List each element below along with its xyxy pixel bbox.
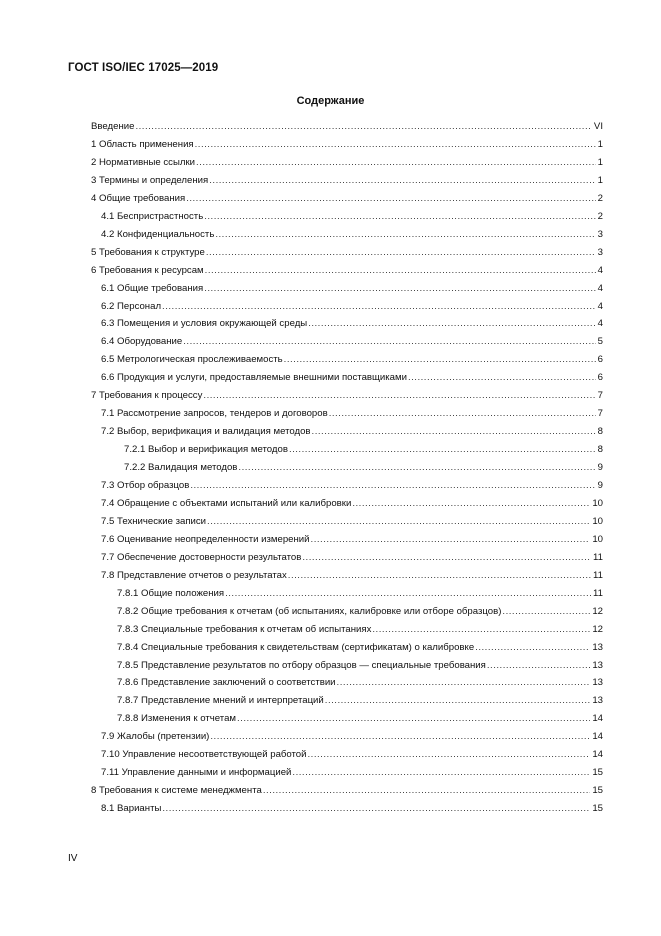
toc-entry[interactable] (0, 797, 603, 815)
toc-entry-page: 14 (592, 713, 603, 725)
toc-entry[interactable] (0, 330, 603, 348)
toc-entry-page: 8 (597, 444, 603, 456)
toc-entry-page: 10 (592, 515, 603, 527)
toc-entry-page: 2 (597, 192, 603, 204)
toc-entry[interactable] (0, 725, 603, 743)
dot-leader (210, 731, 590, 743)
toc-entry-label: 2 Нормативные ссылки (91, 156, 196, 168)
toc-entry[interactable] (0, 636, 603, 654)
toc-entry-page: 14 (592, 749, 603, 761)
toc-entry[interactable] (0, 169, 603, 187)
toc-entry-label: 7.2.2 Валидация методов (124, 462, 238, 474)
toc-entry-page: 12 (592, 605, 603, 617)
toc-entry[interactable] (0, 474, 603, 492)
toc-entry[interactable] (0, 582, 603, 600)
toc-entry-label: 3 Термины и определения (91, 174, 209, 186)
toc-entry-page: 6 (597, 372, 603, 384)
dot-leader (487, 660, 590, 672)
toc-entry-label: 6 Требования к ресурсам (91, 264, 204, 276)
dot-leader (205, 265, 596, 277)
toc-entry-label: 7.1 Рассмотрение запросов, тендеров и договоров (101, 408, 328, 420)
dot-leader (475, 642, 590, 654)
dot-leader (337, 677, 591, 689)
toc-entry[interactable] (0, 707, 603, 725)
dot-leader (195, 139, 596, 151)
toc-entry-page: 6 (597, 354, 603, 366)
toc-entry-label: 4 Общие требования (91, 192, 186, 204)
toc-entry[interactable] (0, 420, 603, 438)
toc-entry[interactable] (0, 779, 603, 797)
toc-entry-label: 6.3 Помещения и условия окружающей среды (101, 318, 308, 330)
toc-entry-page: 4 (597, 282, 603, 294)
dot-leader (204, 211, 595, 223)
toc-entry[interactable] (0, 564, 603, 582)
toc-entry-label: 8.1 Варианты (101, 803, 162, 815)
toc-entry-page: 10 (592, 533, 603, 545)
toc-entry-page: 4 (597, 300, 603, 312)
toc-entry-page: 15 (592, 803, 603, 815)
toc-entry-page: 13 (592, 695, 603, 707)
toc-entry-label: 7.9 Жалобы (претензии) (101, 731, 210, 743)
dot-leader (204, 283, 595, 295)
toc-entry[interactable] (0, 618, 603, 636)
toc-entry-label: 7.8.3 Специальные требования к отчетам об испытаниях (117, 623, 372, 635)
toc-entry-page: 11 (593, 569, 603, 581)
dot-leader (207, 516, 590, 528)
toc-entry[interactable] (0, 295, 603, 313)
toc-entry-label: 7.8.8 Изменения к отчетам (117, 713, 236, 725)
toc-entry-page: 14 (592, 731, 603, 743)
toc-entry-label: 4.2 Конфиденциальность (101, 228, 215, 240)
dot-leader (263, 785, 591, 797)
toc-entry[interactable] (0, 241, 603, 259)
dot-leader (329, 408, 596, 420)
toc-entry-label: 7.11 Управление данными и информацией (101, 767, 292, 779)
toc-entry-label: 7.8.4 Специальные требования к свидетельствам (сертификатам) о калибровке (117, 641, 475, 653)
toc-entry-label: 7.5 Технические записи (101, 515, 207, 527)
toc-entry-page: 1 (597, 156, 603, 168)
toc-entry-label: 7.4 Обращение с объектами испытаний или калибровки (101, 497, 352, 509)
toc-entry-page: 7 (597, 390, 603, 402)
toc-entry[interactable] (0, 671, 603, 689)
dot-leader (352, 498, 590, 510)
toc-entry[interactable] (0, 528, 603, 546)
toc-entry-page: 12 (592, 623, 603, 635)
dot-leader (312, 426, 596, 438)
toc-entry[interactable] (0, 384, 603, 402)
dot-leader (408, 372, 596, 384)
dot-leader (502, 606, 590, 618)
dot-leader (215, 229, 595, 241)
toc-entry-label: 6.6 Продукция и услуги, предоставляемые внешними поставщиками (101, 372, 407, 384)
toc-entry-label: 7.8.6 Представление заключений о соответствии (117, 677, 336, 689)
dot-leader (135, 121, 591, 133)
toc-entry-label: 7.8 Представление отчетов о результатах (101, 569, 287, 581)
toc-entry-page: 9 (597, 462, 603, 474)
toc-entry-label: 7.2 Выбор, верификация и валидация методов (101, 426, 311, 438)
toc-entry-label: 5 Требования к структуре (91, 246, 205, 258)
toc-entry-page: 2 (597, 210, 603, 222)
dot-leader (225, 588, 591, 600)
toc-entry-label: 1 Область применения (91, 138, 194, 150)
toc-entry-page: 11 (593, 587, 603, 599)
toc-entry-label: 7.8.7 Представление мнений и интерпретаций (117, 695, 324, 707)
toc-entry-label: 6.2 Персонал (101, 300, 162, 312)
dot-leader (238, 462, 595, 474)
toc-entry-label: 7.10 Управление несоответствующей работой (101, 749, 307, 761)
dot-leader (284, 354, 596, 366)
toc-entry-label: Введение (91, 121, 135, 132)
toc-entry-page: 1 (597, 138, 603, 150)
toc-entry-label: 6.5 Метрологическая прослеживаемость (101, 354, 283, 366)
dot-leader (162, 803, 590, 815)
dot-leader (302, 552, 591, 564)
toc-entry[interactable] (0, 600, 603, 618)
toc-entry[interactable] (0, 654, 603, 672)
toc-entry[interactable] (0, 277, 603, 295)
toc-entry[interactable] (0, 205, 603, 223)
toc-entry-page: 15 (592, 767, 603, 779)
toc-entry[interactable] (0, 438, 603, 456)
dot-leader (209, 175, 595, 187)
toc-entry-page: 5 (597, 336, 603, 348)
dot-leader (292, 767, 590, 779)
toc-entry[interactable] (0, 761, 603, 779)
toc-entry[interactable] (0, 743, 603, 761)
toc-entry-label: 4.1 Беспристрастность (101, 210, 204, 222)
dot-leader (162, 301, 596, 313)
toc-entry-label: 7.6 Оценивание неопределенности измерений (101, 533, 310, 545)
toc-entry[interactable] (0, 492, 603, 510)
dot-leader (289, 444, 596, 456)
toc-entry[interactable] (0, 151, 603, 169)
toc-entry[interactable] (0, 546, 603, 564)
toc-entry-label: 7.8.2 Общие требования к отчетам (об испытаниях, калибровке или отборе образцов) (117, 605, 502, 617)
toc-entry-label: 7.8.1 Общие положения (117, 587, 225, 599)
toc-entry[interactable] (0, 259, 603, 277)
dot-leader (308, 318, 595, 330)
toc-entry[interactable] (0, 187, 603, 205)
toc-entry-page: 13 (592, 659, 603, 671)
dot-leader (325, 695, 591, 707)
dot-leader (237, 713, 590, 725)
toc-entry-page: 8 (597, 426, 603, 438)
dot-leader (308, 749, 591, 761)
toc-entry-label: 7.7 Обеспечение достоверности результатов (101, 551, 302, 563)
toc-entry[interactable] (0, 456, 603, 474)
toc-entry[interactable] (0, 689, 603, 707)
page-title: Содержание (296, 95, 365, 107)
dot-leader (311, 534, 591, 546)
toc-entry-page: 15 (592, 785, 603, 797)
toc-entry-page: 4 (597, 318, 603, 330)
toc-entry[interactable] (0, 348, 603, 366)
toc-entry-label: 6.4 Оборудование (101, 336, 183, 348)
dot-leader (206, 247, 596, 259)
toc-entry-label: 7.2.1 Выбор и верификация методов (124, 444, 288, 456)
dot-leader (203, 390, 595, 402)
toc-entry-page: 11 (593, 551, 603, 563)
toc-entry-page: 4 (597, 264, 603, 276)
toc-entry[interactable] (0, 223, 603, 241)
toc-entry[interactable] (0, 133, 603, 151)
toc-entry-page: 3 (597, 246, 603, 258)
toc-entry[interactable] (0, 115, 603, 133)
toc-entry-page: 13 (592, 677, 603, 689)
toc-entry-page: 13 (592, 641, 603, 653)
toc-entry-page: VI (593, 121, 603, 132)
dot-leader (183, 336, 595, 348)
toc-entry-page: 1 (597, 174, 603, 186)
toc-entry-label: 6.1 Общие требования (101, 282, 204, 294)
toc-entry[interactable] (0, 366, 603, 384)
toc-entry-page: 3 (597, 228, 603, 240)
document-header: ГОСТ ISO/IEC 17025—2019 (68, 62, 219, 74)
toc-entry-label: 8 Требования к системе менеджмента (91, 785, 262, 797)
toc-entry-page: 7 (597, 408, 603, 420)
toc-entry[interactable] (0, 312, 603, 330)
dot-leader (372, 624, 590, 636)
toc-entry-page: 9 (597, 480, 603, 491)
toc-entry[interactable] (0, 510, 603, 528)
dot-leader (288, 570, 591, 582)
toc-entry-label: 7 Требования к процессу (91, 390, 203, 402)
toc-entry-label: 7.3 Отбор образцов (101, 480, 190, 491)
dot-leader (186, 193, 595, 205)
dot-leader (196, 157, 596, 169)
page-number: IV (68, 853, 78, 864)
toc-entry-label: 7.8.5 Представление результатов по отбору образцов — специальные требования (117, 659, 486, 671)
toc-entry-page: 10 (592, 497, 603, 509)
dot-leader (190, 480, 595, 492)
toc-entry[interactable] (0, 402, 603, 420)
